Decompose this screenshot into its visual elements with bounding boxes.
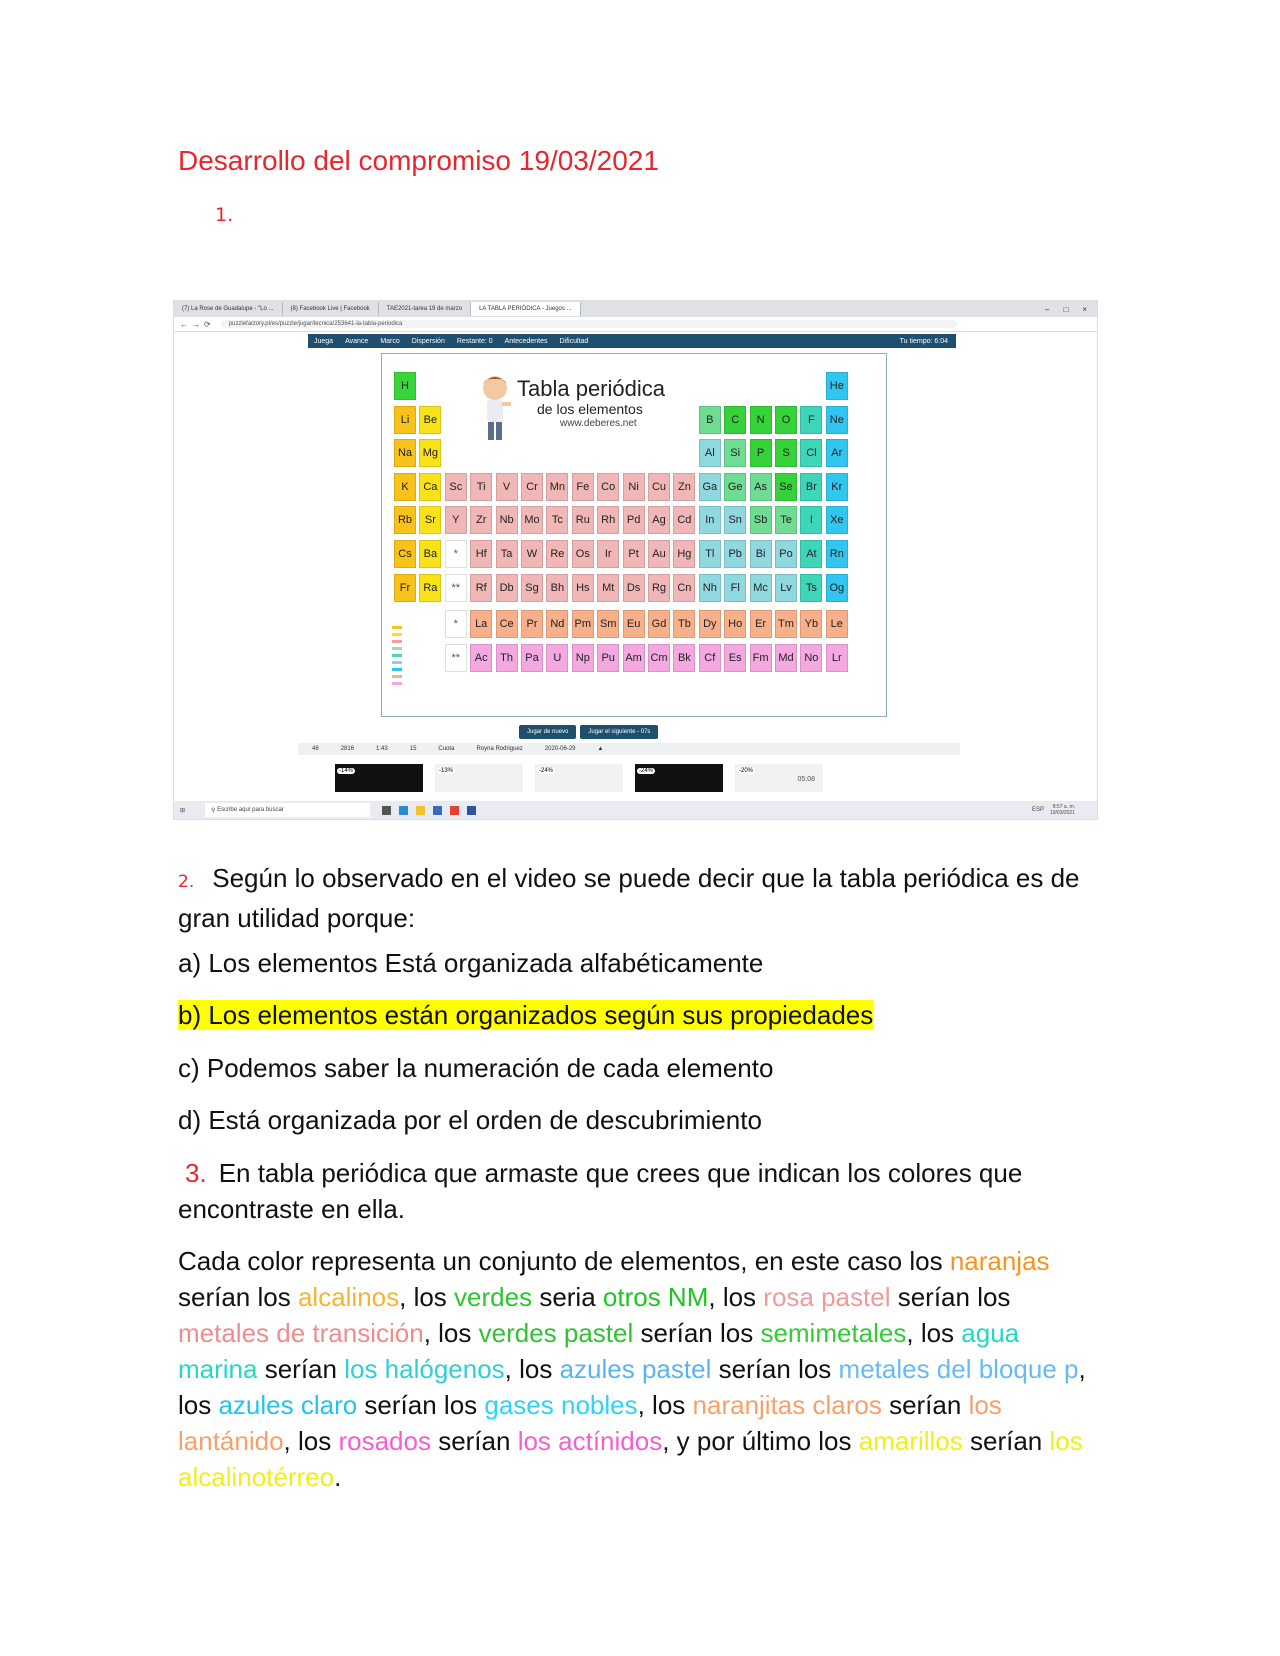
answer-segment: amarillos	[858, 1426, 963, 1456]
element-cell[interactable]: Cl	[800, 439, 822, 467]
element-cell[interactable]: As	[750, 473, 772, 501]
answer-segment: , los	[283, 1426, 339, 1456]
play-next-button[interactable]: Jugar el siguiente - 07s	[580, 725, 658, 739]
game-toolbar	[308, 334, 956, 348]
element-cell[interactable]: Mc	[750, 574, 772, 602]
stat-item: 1:43	[376, 746, 388, 752]
element-cell[interactable]: Cu	[648, 473, 670, 501]
element-cell[interactable]: Yb	[800, 610, 822, 638]
option-c: c) Podemos saber la numeración de cada elemento	[178, 1053, 774, 1083]
element-cell[interactable]: Si	[724, 439, 746, 467]
element-cell[interactable]: Pt	[623, 540, 645, 568]
answer-segment: , los	[423, 1318, 479, 1348]
answer-segment: alcalinos	[297, 1282, 400, 1312]
ad-clock: 05:08	[797, 776, 815, 783]
author-name[interactable]: Royna Rodriguez	[476, 746, 523, 752]
stat-item: 15	[409, 746, 417, 752]
element-cell[interactable]: At	[800, 540, 822, 568]
answer-segment: verdes	[454, 1282, 533, 1312]
element-cell[interactable]: Po	[775, 540, 797, 568]
toolbar-item[interactable]: Juega	[314, 337, 334, 345]
system-tray	[1032, 804, 1097, 816]
answer-segment: los alcalinotérreo	[178, 1426, 1083, 1492]
question-2	[178, 860, 1098, 936]
answer-segment: verdes pastel	[478, 1318, 634, 1348]
puzzle-stats	[298, 743, 960, 755]
element-cell[interactable]: Au	[648, 540, 670, 568]
element-cell[interactable]: Os	[572, 540, 594, 568]
answer-segment: serían	[430, 1426, 518, 1456]
element-cell[interactable]: I	[800, 506, 822, 534]
element-cell[interactable]: Al	[699, 439, 721, 467]
element-cell[interactable]: B	[699, 406, 721, 434]
answer-segment: naranjitas claros	[692, 1390, 882, 1420]
play-again-button[interactable]: Jugar de nuevo	[519, 725, 576, 739]
question-prompt: Según lo observado en el video se puede decir que la tabla periódica es de gran utilidad porque:	[178, 863, 1080, 933]
answer-segment: los halógenos	[344, 1354, 505, 1384]
element-cell[interactable]: Cf	[699, 644, 721, 672]
element-cell[interactable]: *	[445, 540, 467, 568]
element-cell[interactable]: Ds	[623, 574, 645, 602]
element-cell[interactable]: Ru	[572, 506, 594, 534]
app-icon[interactable]	[382, 806, 391, 815]
element-cell[interactable]: Xe	[826, 506, 848, 534]
warning-icon[interactable]: ▲	[597, 746, 604, 752]
tray-clock[interactable]: 8:57 a. m. 19/03/2021	[1049, 804, 1075, 816]
minimize-icon[interactable]: –	[1045, 304, 1050, 314]
element-cell[interactable]: Er	[750, 610, 772, 638]
element-cell[interactable]: Gd	[648, 610, 670, 638]
element-cell[interactable]: Ar	[826, 439, 848, 467]
maximize-icon[interactable]: □	[1063, 304, 1069, 314]
toolbar-item[interactable]: Antecedentes	[504, 337, 548, 345]
element-cell[interactable]: Ni	[623, 473, 645, 501]
element-cell[interactable]: Rn	[826, 540, 848, 568]
browser-tab-strip	[174, 301, 1097, 317]
element-cell[interactable]: Dy	[699, 610, 721, 638]
element-cell[interactable]: Y	[445, 506, 467, 534]
answer-segment: rosados	[338, 1426, 431, 1456]
answer-segment: , y por último los	[662, 1426, 859, 1456]
toolbar-item[interactable]: Avance	[345, 337, 369, 345]
answer-segment: Cada color representa un conjunto de elementos, en este caso los	[178, 1246, 950, 1276]
element-cell[interactable]: Sr	[419, 506, 441, 534]
answer-segment: gases nobles	[484, 1390, 638, 1420]
element-cell[interactable]: Ca	[419, 473, 441, 501]
share-link[interactable]: Cuota	[438, 746, 455, 752]
element-cell[interactable]: Eu	[623, 610, 645, 638]
element-cell[interactable]: V	[496, 473, 518, 501]
element-cell[interactable]: Es	[724, 644, 746, 672]
element-cell[interactable]: Cm	[648, 644, 670, 672]
ad-strip	[335, 764, 883, 792]
element-cell[interactable]: Ir	[597, 540, 619, 568]
stat-item: 48	[312, 746, 319, 752]
element-cell[interactable]: Fe	[572, 473, 594, 501]
element-cell[interactable]: Hs	[572, 574, 594, 602]
windows-taskbar	[174, 801, 1097, 819]
answer-segment: semimetales	[760, 1318, 907, 1348]
browser-tab[interactable]: (7) La Rose de Guadalupe - "Lo ...	[174, 302, 283, 316]
answer-segment: , los	[708, 1282, 764, 1312]
element-cell[interactable]: Md	[775, 644, 797, 672]
ad-banner[interactable]: -14%	[335, 764, 423, 792]
element-cell[interactable]: Pr	[521, 610, 543, 638]
answer-segment: seria	[532, 1282, 603, 1312]
answer-segment: los lantánido	[178, 1390, 1002, 1456]
element-cell[interactable]: W	[521, 540, 543, 568]
element-cell[interactable]: C	[724, 406, 746, 434]
element-cell[interactable]: Cd	[673, 506, 695, 534]
element-cell[interactable]: Se	[775, 473, 797, 501]
element-cell[interactable]: N	[750, 406, 772, 434]
element-cell[interactable]: *	[445, 610, 467, 638]
element-cell[interactable]: Sm	[597, 610, 619, 638]
browser-tab[interactable]: (8) Facebook Live | Facebook	[283, 302, 379, 316]
option-d: d) Está organizada por el orden de descubrimiento	[178, 1105, 762, 1135]
element-cell[interactable]: Pu	[597, 644, 619, 672]
window-controls	[1045, 305, 1097, 314]
element-cell[interactable]: Cr	[521, 473, 543, 501]
element-cell[interactable]: Fr	[394, 574, 416, 602]
element-cell[interactable]: Re	[546, 540, 568, 568]
element-cell[interactable]: Pm	[572, 610, 594, 638]
timer: Tu tiempo: 6:04	[899, 337, 948, 345]
element-cell[interactable]: Bk	[673, 644, 695, 672]
element-cell[interactable]: Db	[496, 574, 518, 602]
answer-segment: agua marina	[178, 1318, 1020, 1384]
element-cell[interactable]: Bi	[750, 540, 772, 568]
nav-arrows-icon[interactable]: ←→⟳	[180, 319, 215, 329]
element-cell[interactable]: No	[800, 644, 822, 672]
element-cell[interactable]: Br	[800, 473, 822, 501]
option-b-wrap	[178, 997, 1098, 1033]
puzzle-subtitle: de los elementos	[537, 401, 643, 417]
option-a: a) Los elementos Está organizada alfabéticamente	[178, 948, 764, 978]
taskbar-search[interactable]: ⚲ Escribe aquí para buscar	[205, 803, 370, 817]
stat-item: 2816	[340, 746, 355, 752]
element-cell[interactable]: Fm	[750, 644, 772, 672]
element-cell[interactable]: Le	[826, 610, 848, 638]
element-cell[interactable]: Rf	[470, 574, 492, 602]
answer-segment: serían los	[890, 1282, 1011, 1312]
app-icon[interactable]	[450, 806, 459, 815]
element-cell[interactable]: In	[699, 506, 721, 534]
element-cell[interactable]: Zr	[470, 506, 492, 534]
element-cell[interactable]: Tb	[673, 610, 695, 638]
puzzle-url: www.deberes.net	[560, 418, 637, 429]
element-cell[interactable]: Ag	[648, 506, 670, 534]
element-cell[interactable]: Hg	[673, 540, 695, 568]
element-cell[interactable]: Am	[623, 644, 645, 672]
browser-tab[interactable]: TAE2021-tarea 19 de marzo	[379, 302, 471, 316]
toolbar-item[interactable]: Restante: 0	[456, 337, 493, 345]
element-cell[interactable]: Co	[597, 473, 619, 501]
option-b-highlighted: b) Los elementos están organizados según sus propiedades	[178, 1000, 874, 1030]
answer-segment: serían	[962, 1426, 1050, 1456]
answer-segment: serían los	[633, 1318, 761, 1348]
element-cell[interactable]: Tc	[546, 506, 568, 534]
browser-tab-active[interactable]: LA TABLA PERIÓDICA - Juegos ...	[471, 302, 581, 316]
app-icon[interactable]	[433, 806, 442, 815]
toolbar-item[interactable]: Dificultad	[559, 337, 589, 345]
puzzle-title: Tabla periódica	[517, 376, 665, 401]
element-cell[interactable]: Ts	[800, 574, 822, 602]
element-cell[interactable]: Mg	[419, 439, 441, 467]
element-cell[interactable]: P	[750, 439, 772, 467]
element-cell[interactable]: Cn	[673, 574, 695, 602]
windows-start-icon[interactable]: ⊞	[180, 807, 186, 814]
element-cell[interactable]: Cs	[394, 540, 416, 568]
ad-banner[interactable]: -13%	[435, 764, 523, 792]
answer-segment: serían	[881, 1390, 969, 1420]
periodic-table-board	[381, 353, 887, 717]
answer-segment: naranjas	[949, 1246, 1050, 1276]
element-cell[interactable]: Ra	[419, 574, 441, 602]
answer-segment: , los	[178, 1354, 1086, 1420]
color-legend	[392, 622, 432, 700]
app-icon[interactable]	[416, 806, 425, 815]
element-cell[interactable]: Np	[572, 644, 594, 672]
item-number-1: 1.	[215, 204, 234, 226]
element-cell[interactable]: Pa	[521, 644, 543, 672]
ad-banner[interactable]: -24%	[535, 764, 623, 792]
element-cell[interactable]: Mn	[546, 473, 568, 501]
element-cell[interactable]: **	[445, 644, 467, 672]
url-field[interactable]: puzzlefactory.pl/es/puzzle/jugar/tecnica/253641-la-tabla-periodica	[221, 320, 957, 328]
element-cell[interactable]: Ho	[724, 610, 746, 638]
element-cell[interactable]: He	[826, 372, 848, 400]
ad-banner[interactable]: -20% 05:08	[735, 764, 823, 792]
answer-segment: serían los	[178, 1282, 298, 1312]
element-cell[interactable]: Kr	[826, 473, 848, 501]
browser-address-bar	[174, 317, 1097, 332]
answer-segment: metales del bloque p	[838, 1354, 1079, 1384]
element-cell[interactable]: Rb	[394, 506, 416, 534]
answer-segment: otros NM	[602, 1282, 709, 1312]
answer-segment: serían los	[357, 1390, 485, 1420]
answer-segment: rosa pastel	[763, 1282, 891, 1312]
element-cell[interactable]: Ge	[724, 473, 746, 501]
element-cell[interactable]: Ba	[419, 540, 441, 568]
game-buttons	[519, 725, 658, 739]
element-cell[interactable]: Pd	[623, 506, 645, 534]
element-cell[interactable]: U	[546, 644, 568, 672]
question-number: 2.	[178, 872, 195, 892]
element-cell[interactable]: Ti	[470, 473, 492, 501]
element-cell[interactable]: Ga	[699, 473, 721, 501]
element-cell[interactable]: Mt	[597, 574, 619, 602]
app-icon[interactable]	[399, 806, 408, 815]
element-cell[interactable]: K	[394, 473, 416, 501]
question-number: 3.	[185, 1158, 207, 1188]
element-cell[interactable]: Nh	[699, 574, 721, 602]
ad-banner[interactable]: -24%	[635, 764, 723, 792]
answer-segment: serían los	[711, 1354, 839, 1384]
element-cell[interactable]: S	[775, 439, 797, 467]
answer-segment: .	[334, 1462, 342, 1492]
element-cell[interactable]: Te	[775, 506, 797, 534]
element-cell[interactable]: Na	[394, 439, 416, 467]
taskbar-apps	[382, 806, 476, 815]
element-cell[interactable]: Tl	[699, 540, 721, 568]
element-cell[interactable]: La	[470, 610, 492, 638]
element-cell[interactable]: Ta	[496, 540, 518, 568]
answer-segment: , los	[637, 1390, 693, 1420]
element-cell[interactable]: Sb	[750, 506, 772, 534]
answer-segment: metales de transición	[178, 1318, 424, 1348]
element-cell[interactable]: Tm	[775, 610, 797, 638]
question-3	[178, 1155, 1098, 1227]
element-cell[interactable]: Nd	[546, 610, 568, 638]
element-cell[interactable]: Nb	[496, 506, 518, 534]
periodic-table-screenshot	[173, 300, 1098, 820]
element-cell[interactable]: F	[800, 406, 822, 434]
page-title: Desarrollo del compromiso 19/03/2021	[178, 145, 659, 176]
element-cell[interactable]: Pb	[724, 540, 746, 568]
element-cell[interactable]: Rh	[597, 506, 619, 534]
element-cell[interactable]: O	[775, 406, 797, 434]
answer-segment: , los	[504, 1354, 560, 1384]
answer-segment: , los	[399, 1282, 455, 1312]
element-cell[interactable]: Th	[496, 644, 518, 672]
element-cell[interactable]: Sg	[521, 574, 543, 602]
element-cell[interactable]: Ce	[496, 610, 518, 638]
answer-segment: , los	[906, 1318, 962, 1348]
element-cell[interactable]: Lr	[826, 644, 848, 672]
element-cell[interactable]: Bh	[546, 574, 568, 602]
element-cell[interactable]: Ac	[470, 644, 492, 672]
mascot-icon	[478, 374, 512, 446]
element-cell[interactable]: Mo	[521, 506, 543, 534]
toolbar-item[interactable]: Dispersión	[411, 337, 445, 345]
element-cell[interactable]: Li	[394, 406, 416, 434]
toolbar-item[interactable]: Marco	[380, 337, 400, 345]
app-icon[interactable]	[467, 806, 476, 815]
element-cell[interactable]: Lv	[775, 574, 797, 602]
element-cell[interactable]: H	[394, 372, 416, 400]
element-cell[interactable]: Rg	[648, 574, 670, 602]
answer-segment: azules pastel	[559, 1354, 712, 1384]
element-cell[interactable]: **	[445, 574, 467, 602]
close-icon[interactable]: ×	[1082, 304, 1087, 314]
element-cell[interactable]: Zn	[673, 473, 695, 501]
element-cell[interactable]: Fl	[724, 574, 746, 602]
element-cell[interactable]: Og	[826, 574, 848, 602]
element-cell[interactable]: Ne	[826, 406, 848, 434]
element-cell[interactable]: Sc	[445, 473, 467, 501]
element-cell[interactable]: Hf	[470, 540, 492, 568]
answer-segment: los actínidos	[517, 1426, 663, 1456]
answer-segment: serían	[257, 1354, 345, 1384]
answer-paragraph	[178, 1243, 1098, 1495]
date-item: 2020-06-29	[544, 746, 576, 752]
answer-segment: azules claro	[218, 1390, 358, 1420]
question-prompt: En tabla periódica que armaste que crees que indican los colores que encontraste en ella.	[178, 1158, 1023, 1224]
element-cell[interactable]: Sn	[724, 506, 746, 534]
element-cell[interactable]: Be	[419, 406, 441, 434]
tray-language[interactable]: ESP	[1031, 807, 1044, 813]
